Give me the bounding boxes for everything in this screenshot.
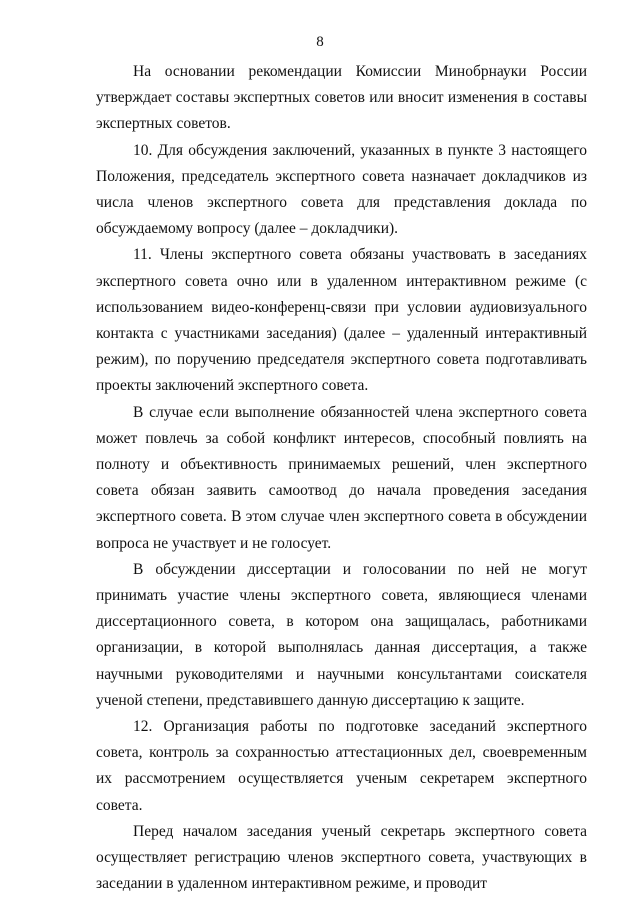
page-number: 8 — [316, 34, 324, 50]
paragraph-commission-recommendation: На основании рекомендации Комиссии Минобрнауки России утверждает составы экспертных советов или вносит изменения в составы экспертных советов. — [96, 63, 587, 133]
paragraph-conflict-of-interest: В случае если выполнение обязанностей члена экспертного совета может повлечь за собой конфликт интересов, способный повлиять на полноту и объективность принимаемых решений, член экспертного совета обязан заявить самоотвод до начала проведения заседания экспертного совета. В этом случае член экспертного совета в обсуждении вопроса не участвует и не голосует. — [96, 403, 587, 552]
paragraph-item-11: 11. Члены экспертного совета обязаны участвовать в заседаниях экспертного совета очно или в удаленном интерактивном режиме (с использованием видео-конференц-связи при условии аудиовизуального контакта с участниками заседания) (далее – удаленный интерактивный режим), по поручению председателя экспертного совета подготавливать проекты заключений экспертного совета. — [96, 246, 587, 395]
paragraph-voting-restrictions: В обсуждении диссертации и голосовании по ней не могут принимать участие члены экспертного совета, являющиеся членами диссертационного совета, в котором она защищалась, работниками организации, в которой выполнялась данная диссертация, а также научными руководителями и научными консультантами соискателя ученой степени, представившего данную диссертацию к защите. — [96, 560, 587, 709]
paragraph-meeting-registration: Перед началом заседания ученый секретарь экспертного совета осуществляет регистрацию членов экспертного совета, участвующих в заседании в удаленном интерактивном режиме, и проводит — [96, 822, 587, 893]
paragraph-item-12: 12. Организация работы по подготовке заседаний экспертного совета, контроль за сохранностью аттестационных дел, своевременным их рассмотрением осуществляется ученым секретарем экспертного совета. — [96, 718, 587, 814]
document-body — [96, 59, 587, 898]
paragraph-item-10: 10. Для обсуждения заключений, указанных в пункте 3 настоящего Положения, председатель экспертного совета назначает докладчиков из числа членов экспертного совета для представления доклада по обсуждаемому вопросу (далее – докладчики). — [96, 141, 587, 238]
